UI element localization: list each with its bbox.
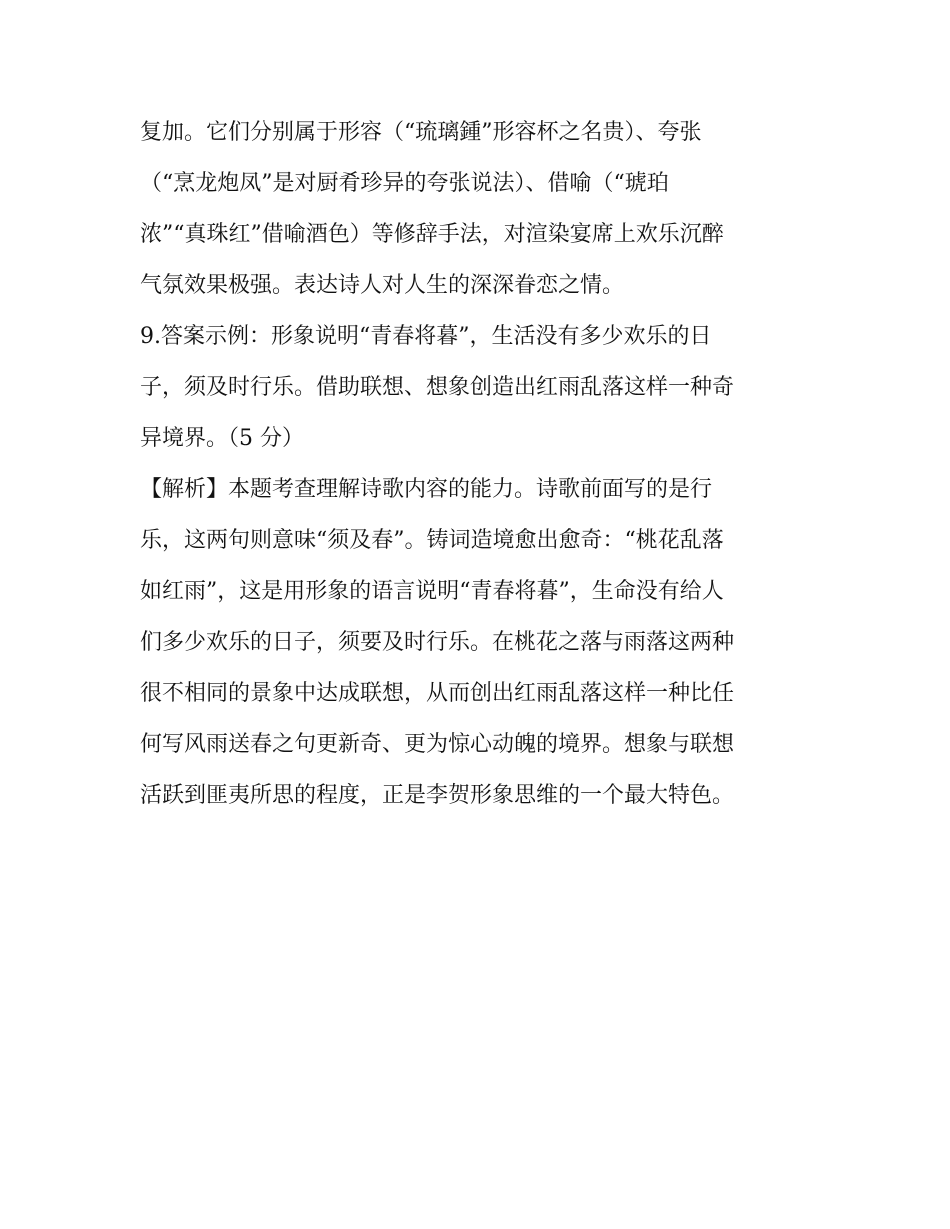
analysis-line: 【解析】本题考查理解诗歌内容的能力。诗歌前面写的是行 xyxy=(140,477,713,502)
analysis-line: 活跃到匪夷所思的程度，正是李贺形象思维的一个最大特色。 xyxy=(140,783,735,808)
text-line: 浓”“真珠红”借喻酒色）等修辞手法，对渲染宴席上欢乐沉醉 xyxy=(140,222,724,247)
answer-line: 子，须及时行乐。借助联想、想象创造出红雨乱落这样一种奇 xyxy=(140,375,735,400)
answer-line: 异境界。（5 分） xyxy=(140,426,304,451)
analysis-line: 们多少欢乐的日子，须要及时行乐。在桃花之落与雨落这两种 xyxy=(140,630,735,655)
text-line: 气氛效果极强。表达诗人对人生的深深眷恋之情。 xyxy=(140,273,625,298)
text-line: 复加。它们分别属于形容（“琉璃鍾”形容杯之名贵）、夸张 xyxy=(140,120,702,145)
analysis-line: 乐，这两句则意味“须及春”。铸词造境愈出愈奇：“桃花乱落 xyxy=(140,528,724,553)
analysis-line: 很不相同的景象中达成联想，从而创出红雨乱落这样一种比任 xyxy=(140,681,735,706)
analysis-line: 何写风雨送春之句更新奇、更为惊心动魄的境界。想象与联想 xyxy=(140,732,735,757)
text-line: （“烹龙炮凤”是对厨肴珍异的夸张说法）、借喻（“琥珀 xyxy=(140,171,669,196)
analysis-line: 如红雨”，这是用形象的语言说明“青春将暮”，生命没有给人 xyxy=(140,579,724,604)
document-body xyxy=(140,107,830,821)
answer-line: 9.答案示例：形象说明“青春将暮”，生活没有多少欢乐的日 xyxy=(140,324,712,349)
